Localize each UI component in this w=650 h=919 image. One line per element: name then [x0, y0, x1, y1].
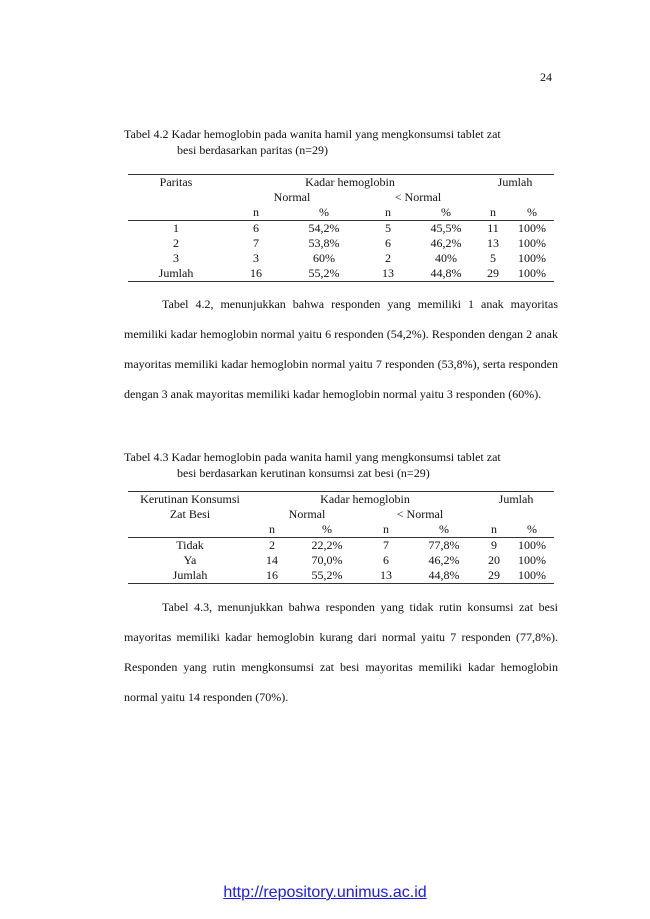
cell-pct-normal: 22,2%	[311, 538, 343, 552]
cell-n-below: 2	[385, 251, 391, 265]
cell-pct-normal: 54,2%	[308, 221, 340, 235]
cell-pct-normal: 55,2%	[292, 568, 362, 584]
cell-n-total: 29	[476, 266, 510, 282]
cell-pct-total: 100%	[510, 568, 554, 584]
table-row	[128, 221, 554, 237]
table1-col-label: Paritas	[128, 175, 224, 191]
cell-n-total: 29	[478, 568, 510, 584]
cell-pct-below: 40%	[435, 251, 457, 265]
cell-pct-total: 100%	[518, 236, 546, 250]
cell-n-total: 9	[491, 538, 497, 552]
table1-pct-label: %	[510, 205, 554, 221]
cell-pct-total: 100%	[518, 251, 546, 265]
cell-n-below: 6	[383, 553, 389, 567]
table-row	[128, 538, 554, 554]
table2-below-normal-label: < Normal	[396, 507, 444, 521]
table1-header-row1	[128, 175, 554, 191]
table1-header-row3	[128, 205, 554, 221]
paragraph-text: Tabel 4.2, menunjukkan bahwa responden yang memiliki 1 anak mayoritas memiliki kadar hemoglobin normal yaitu 6 responden (54,2%). Responden dengan 2 anak mayoritas memiliki kadar hemoglobin normal yaitu 7 responden (53,8%), serta responden dengan 3 anak mayoritas memiliki kadar hemoglobin normal yaitu 3 responden (60%).	[124, 297, 558, 401]
table2-caption-line2: besi berdasarkan kerutinan konsumsi zat besi (n=29)	[177, 466, 430, 480]
row-label: Ya	[183, 553, 197, 567]
table1-caption-line2: besi berdasarkan paritas (n=29)	[177, 143, 329, 157]
cell-n-total: 5	[490, 251, 496, 265]
table1-n-label: n	[476, 205, 510, 221]
cell-pct-normal: 55,2%	[288, 266, 360, 282]
paragraph-table1	[124, 289, 558, 409]
paragraph-text: Tabel 4.3, menunjukkan bahwa responden yang tidak rutin konsumsi zat besi mayoritas memiliki kadar hemoglobin kurang dari normal yaitu 7 responden (77,8%). Responden yang rutin mengkonsumsi zat besi mayoritas memiliki kadar hemoglobin normal yaitu 14 responden (70%).	[124, 600, 558, 704]
cell-n-total: 11	[487, 221, 499, 235]
cell-pct-below: 46,2%	[430, 236, 462, 250]
table2-caption-line1: Tabel 4.3 Kadar hemoglobin pada wanita hamil yang mengkonsumsi tablet zat	[124, 450, 501, 464]
table2-total-label: Jumlah	[478, 492, 554, 508]
row-label: 2	[173, 236, 179, 250]
cell-n-total: 13	[487, 236, 499, 250]
row-label: Tidak	[176, 538, 204, 552]
table-row	[128, 251, 554, 266]
table1-header-row2	[128, 190, 554, 205]
table1-n-label: n	[224, 205, 288, 221]
table2-n-label: n	[362, 522, 410, 538]
cell-n-below: 5	[385, 221, 391, 235]
table1-below-normal-label: < Normal	[394, 190, 442, 204]
table2-header-row2	[128, 507, 554, 522]
table2-pct-label: %	[292, 522, 362, 538]
table1-pct-label: %	[416, 205, 476, 221]
table2-pct-label: %	[510, 522, 554, 538]
page-number: 24	[540, 70, 552, 84]
table1-pct-label: %	[288, 205, 360, 221]
cell-n-normal: 6	[253, 221, 259, 235]
cell-n-total: 20	[488, 553, 500, 567]
cell-pct-normal: 60%	[313, 251, 335, 265]
table1-caption	[124, 126, 558, 158]
cell-pct-normal: 53,8%	[308, 236, 340, 250]
cell-pct-below: 77,8%	[428, 538, 460, 552]
paragraph-table2	[124, 592, 558, 712]
cell-n-below: 13	[360, 266, 416, 282]
table2-header-row1	[128, 492, 554, 508]
table-row	[128, 568, 554, 584]
table2-caption	[124, 449, 558, 481]
cell-n-normal: 7	[253, 236, 259, 250]
table2-col-label-line1: Kerutinan Konsumsi	[128, 492, 252, 508]
table2-n-label: n	[252, 522, 292, 538]
table1-caption-line1: Tabel 4.2 Kadar hemoglobin pada wanita hamil yang mengkonsumsi tablet zat	[124, 127, 501, 141]
row-label: 1	[173, 221, 179, 235]
cell-pct-below: 44,8%	[410, 568, 478, 584]
cell-n-below: 6	[385, 236, 391, 250]
table2-col-label-line2: Zat Besi	[169, 507, 211, 521]
cell-n-normal: 14	[266, 553, 278, 567]
cell-n-normal: 16	[252, 568, 292, 584]
table2-pct-label: %	[410, 522, 478, 538]
table2-n-label: n	[478, 522, 510, 538]
table1-n-label: n	[360, 205, 416, 221]
cell-pct-total: 100%	[518, 221, 546, 235]
table-row	[128, 553, 554, 568]
row-label: Jumlah	[128, 568, 252, 584]
table1	[128, 174, 554, 282]
cell-n-normal: 16	[224, 266, 288, 282]
cell-pct-below: 44,8%	[416, 266, 476, 282]
table1-group-label: Kadar hemoglobin	[224, 175, 476, 191]
cell-n-normal: 3	[253, 251, 259, 265]
repository-link[interactable]: http://repository.unimus.ac.id	[223, 884, 427, 901]
table2-header-row3	[128, 522, 554, 538]
table2-group-label: Kadar hemoglobin	[252, 492, 478, 508]
table2-normal-label: Normal	[288, 507, 326, 521]
row-label: 3	[173, 251, 179, 265]
table1-total-label: Jumlah	[476, 175, 554, 191]
cell-pct-below: 46,2%	[428, 553, 460, 567]
table1-normal-label: Normal	[273, 190, 311, 204]
table-row	[128, 236, 554, 251]
table-row	[128, 266, 554, 282]
cell-pct-total: 100%	[510, 266, 554, 282]
row-label: Jumlah	[128, 266, 224, 282]
cell-pct-total: 100%	[518, 553, 546, 567]
table2	[128, 491, 554, 584]
cell-n-below: 7	[383, 538, 389, 552]
cell-pct-total: 100%	[518, 538, 546, 552]
cell-pct-normal: 70,0%	[311, 553, 343, 567]
cell-pct-below: 45,5%	[430, 221, 462, 235]
cell-n-normal: 2	[269, 538, 275, 552]
cell-n-below: 13	[362, 568, 410, 584]
